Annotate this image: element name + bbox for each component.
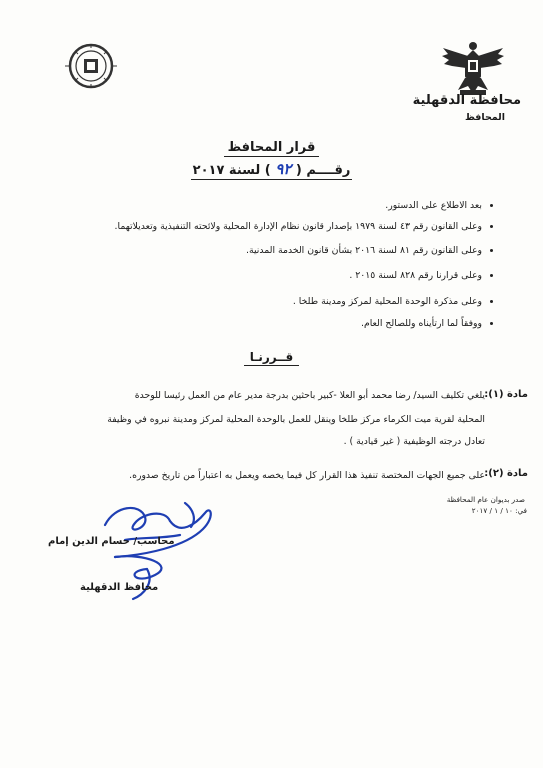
article-1-line: تعادل درجته الوظيفية ( غير قيادية ) .: [343, 436, 485, 447]
bullet-icon: [490, 322, 493, 325]
document-title: قرار المحافظ: [0, 140, 543, 155]
governorate-seal-icon: [60, 42, 122, 90]
bullet-icon: [490, 300, 493, 303]
bullet-icon: [490, 274, 493, 277]
decided-heading: قــررنـا: [0, 350, 543, 364]
preamble-item: بعد الاطلاع على الدستور.: [385, 200, 493, 211]
signer-title: محافظ الدقهلية: [80, 582, 159, 593]
article-1-line: يلغي تكليف السيد/ رضا محمد أبو العلا -كبير باحثين بدرجة مدير عام من العمل رئيسا للوحدة: [134, 390, 485, 401]
decision-number-suffix: ) لسنة ٢٠١٧: [192, 163, 271, 178]
eagle-emblem-icon: [438, 38, 508, 98]
preamble-item: وعلى القانون رقم ٤٣ لسنة ١٩٧٩ بإصدار قانون نظام الإدارة المحلية ولائحته التنفيذية وتعديلاتهما.: [115, 221, 493, 232]
preamble-item: وعلى مذكرة الوحدة المحلية لمركز ومدينة طلخا .: [293, 296, 493, 307]
article-2-line: على جميع الجهات المختصة تنفيذ هذا القرار كل فيما يخصه ويعمل به اعتباراً من تاريخ صدوره.: [129, 470, 485, 481]
bullet-icon: [490, 204, 493, 207]
preamble-item: وعلى القانون رقم ٨١ لسنة ٢٠١٦ بشأن قانون الخدمة المدنية.: [246, 245, 493, 256]
preamble-item: وعلى قرارنا رقم ٨٢٨ لسنة ٢٠١٥ .: [349, 270, 493, 281]
bullet-icon: [490, 249, 493, 252]
article-1-line: المحلية لقرية ميت الكرماء مركز طلخا وينقل للعمل بالوحدة المحلية لمركز ومدينة نبروه في وظيفة: [107, 414, 485, 425]
signer-name: محاسب/ حسام الدين إمام: [48, 536, 175, 547]
issued-place: صدر بديوان عام المحافظة: [446, 495, 525, 504]
article-1-label: مادة (١):: [484, 389, 528, 400]
bullet-icon: [490, 225, 493, 228]
preamble-item: ووفقاً لما ارتأيناه وللصالح العام.: [361, 318, 493, 329]
decision-number: [0, 160, 543, 180]
handwritten-number: ٩٢: [275, 160, 292, 178]
issued-date: في: ١٠ / ١ / ٢٠١٧: [471, 506, 527, 515]
decision-number-prefix: رقــــم (: [295, 163, 351, 178]
article-2-label: مادة (٢):: [484, 468, 528, 479]
governorate-name: محافظة الدقهلية: [412, 93, 521, 108]
office-title: المحافظ: [465, 112, 505, 123]
